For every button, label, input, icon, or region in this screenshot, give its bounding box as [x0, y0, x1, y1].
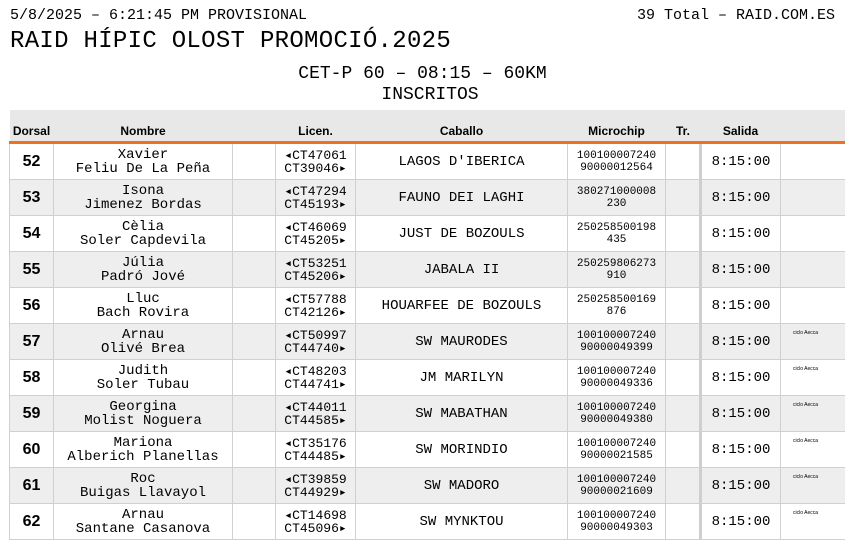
empty-cell [233, 360, 276, 396]
microchip-line-2: 910 [568, 270, 665, 282]
dorsal-cell: 56 [10, 288, 54, 324]
note-cell: ciclo Aecca [781, 324, 845, 360]
col-header-caballo: Caballo [356, 110, 568, 143]
col-header-tr: Tr. [666, 110, 701, 143]
rider-last-name: Santane Casanova [54, 522, 232, 536]
rider-first-name: Arnau [54, 328, 232, 342]
dorsal-cell: 60 [10, 432, 54, 468]
horse-cell: FAUNO DEI LAGHI [356, 180, 568, 216]
rider-last-name: Soler Tubau [54, 378, 232, 392]
rider-license: ◂CT35176 [276, 437, 355, 450]
empty-cell [233, 468, 276, 504]
rider-first-name: Xavier [54, 148, 232, 162]
horse-license: CT39046▸ [276, 162, 355, 175]
horse-cell: JUST DE BOZOULS [356, 216, 568, 252]
horse-cell: JABALA II [356, 252, 568, 288]
microchip-line-2: 90000012564 [568, 162, 665, 174]
microchip-line-1: 100100007240 [568, 150, 665, 162]
microchip-line-1: 100100007240 [568, 474, 665, 486]
rider-last-name: Feliu De La Peña [54, 162, 232, 176]
rider-first-name: Cèlia [54, 220, 232, 234]
empty-cell [233, 432, 276, 468]
table-row [10, 468, 845, 504]
horse-license: CT44929▸ [276, 486, 355, 499]
table-row [10, 180, 845, 216]
dorsal-cell: 62 [10, 504, 54, 540]
microchip-line-2: 435 [568, 234, 665, 246]
table-row [10, 360, 845, 396]
license-cell [276, 216, 356, 252]
entries-table-wrapper [9, 110, 845, 540]
tr-cell [666, 360, 701, 396]
microchip-line-2: 90000049336 [568, 378, 665, 390]
table-row [10, 143, 845, 180]
rider-license: ◂CT48203 [276, 365, 355, 378]
microchip-line-2: 90000049399 [568, 342, 665, 354]
license-cell [276, 432, 356, 468]
start-time-cell: 8:15:00 [701, 504, 781, 540]
rider-name-cell [54, 360, 233, 396]
microchip-line-2: 90000049303 [568, 522, 665, 534]
rider-last-name: Padró Jové [54, 270, 232, 284]
start-time-cell: 8:15:00 [701, 432, 781, 468]
microchip-line-1: 250258500169 [568, 294, 665, 306]
rider-license: ◂CT57788 [276, 293, 355, 306]
section-title: INSCRITOS [0, 85, 845, 105]
rider-license: ◂CT39859 [276, 473, 355, 486]
category-subtitle: CET-P 60 – 08:15 – 60KM [0, 64, 845, 84]
start-time-cell: 8:15:00 [701, 360, 781, 396]
horse-license: CT44741▸ [276, 378, 355, 391]
col-header-licen: Licen. [276, 110, 356, 143]
license-cell [276, 252, 356, 288]
tr-cell [666, 324, 701, 360]
rider-name-cell [54, 396, 233, 432]
dorsal-cell: 53 [10, 180, 54, 216]
note-cell: ciclo Aecca [781, 432, 845, 468]
microchip-line-2: 90000049380 [568, 414, 665, 426]
microchip-cell [568, 396, 666, 432]
empty-cell [233, 216, 276, 252]
microchip-line-2: 90000021609 [568, 486, 665, 498]
rider-last-name: Molist Noguera [54, 414, 232, 428]
col-header-blank [233, 110, 276, 143]
horse-license: CT45205▸ [276, 234, 355, 247]
microchip-cell [568, 432, 666, 468]
col-header-microchip: Microchip [568, 110, 666, 143]
start-time-cell: 8:15:00 [701, 396, 781, 432]
table-row [10, 396, 845, 432]
table-header-row [10, 110, 845, 143]
rider-license: ◂CT47061 [276, 149, 355, 162]
note-cell [781, 143, 845, 180]
tr-cell [666, 180, 701, 216]
dorsal-cell: 59 [10, 396, 54, 432]
table-body [10, 143, 845, 540]
empty-cell [233, 143, 276, 180]
note-cell [781, 180, 845, 216]
table-row [10, 216, 845, 252]
col-header-notes [781, 110, 845, 143]
rider-name-cell [54, 252, 233, 288]
note-cell: ciclo Aecca [781, 360, 845, 396]
microchip-line-1: 100100007240 [568, 438, 665, 450]
note-cell: ciclo Aecca [781, 504, 845, 540]
table-row [10, 288, 845, 324]
start-time-cell: 8:15:00 [701, 288, 781, 324]
rider-license: ◂CT53251 [276, 257, 355, 270]
horse-cell: LAGOS D'IBERICA [356, 143, 568, 180]
horse-cell: SW MABATHAN [356, 396, 568, 432]
license-cell [276, 396, 356, 432]
microchip-cell [568, 180, 666, 216]
table-row [10, 252, 845, 288]
dorsal-cell: 55 [10, 252, 54, 288]
empty-cell [233, 288, 276, 324]
total-count: 39 Total – RAID.COM.ES [637, 7, 835, 24]
tr-cell [666, 216, 701, 252]
note-cell: ciclo Aecca [781, 396, 845, 432]
tr-cell [666, 396, 701, 432]
dorsal-cell: 57 [10, 324, 54, 360]
horse-cell: SW MORINDIO [356, 432, 568, 468]
rider-last-name: Buigas Llavayol [54, 486, 232, 500]
dorsal-cell: 54 [10, 216, 54, 252]
license-cell [276, 288, 356, 324]
empty-cell [233, 252, 276, 288]
horse-cell: SW MYNKTOU [356, 504, 568, 540]
rider-last-name: Alberich Planellas [54, 450, 232, 464]
tr-cell [666, 504, 701, 540]
microchip-line-1: 250259806273 [568, 258, 665, 270]
empty-cell [233, 504, 276, 540]
rider-first-name: Judith [54, 364, 232, 378]
event-title: RAID HÍPIC OLOST PROMOCIÓ.2025 [10, 28, 451, 55]
microchip-cell [568, 468, 666, 504]
rider-name-cell [54, 504, 233, 540]
rider-license: ◂CT46069 [276, 221, 355, 234]
start-time-cell: 8:15:00 [701, 180, 781, 216]
table-row [10, 432, 845, 468]
microchip-line-1: 100100007240 [568, 366, 665, 378]
tr-cell [666, 288, 701, 324]
note-cell [781, 252, 845, 288]
rider-first-name: Lluc [54, 292, 232, 306]
entries-table [9, 110, 845, 540]
tr-cell [666, 252, 701, 288]
microchip-line-1: 100100007240 [568, 402, 665, 414]
rider-last-name: Jimenez Bordas [54, 198, 232, 212]
horse-license: CT45096▸ [276, 522, 355, 535]
start-time-cell: 8:15:00 [701, 324, 781, 360]
rider-last-name: Soler Capdevila [54, 234, 232, 248]
table-row [10, 504, 845, 540]
start-time-cell: 8:15:00 [701, 468, 781, 504]
horse-cell: JM MARILYN [356, 360, 568, 396]
rider-first-name: Júlia [54, 256, 232, 270]
start-time-cell: 8:15:00 [701, 216, 781, 252]
rider-first-name: Roc [54, 472, 232, 486]
table-row [10, 324, 845, 360]
rider-license: ◂CT44011 [276, 401, 355, 414]
rider-license: ◂CT50997 [276, 329, 355, 342]
rider-name-cell [54, 468, 233, 504]
rider-first-name: Georgina [54, 400, 232, 414]
microchip-line-1: 250258500198 [568, 222, 665, 234]
microchip-line-1: 100100007240 [568, 330, 665, 342]
rider-first-name: Arnau [54, 508, 232, 522]
microchip-cell [568, 143, 666, 180]
col-header-nombre: Nombre [54, 110, 233, 143]
rider-name-cell [54, 432, 233, 468]
note-cell: ciclo Aecca [781, 468, 845, 504]
horse-cell: SW MAURODES [356, 324, 568, 360]
horse-license: CT45193▸ [276, 198, 355, 211]
tr-cell [666, 143, 701, 180]
microchip-cell [568, 360, 666, 396]
rider-name-cell [54, 143, 233, 180]
report-timestamp: 5/8/2025 – 6:21:45 PM PROVISIONAL [10, 7, 307, 24]
dorsal-cell: 61 [10, 468, 54, 504]
license-cell [276, 180, 356, 216]
empty-cell [233, 180, 276, 216]
license-cell [276, 324, 356, 360]
rider-last-name: Bach Rovira [54, 306, 232, 320]
license-cell [276, 360, 356, 396]
rider-name-cell [54, 180, 233, 216]
rider-name-cell [54, 324, 233, 360]
rider-first-name: Isona [54, 184, 232, 198]
horse-license: CT45206▸ [276, 270, 355, 283]
rider-name-cell [54, 216, 233, 252]
start-time-cell: 8:15:00 [701, 143, 781, 180]
rider-first-name: Mariona [54, 436, 232, 450]
rider-last-name: Olivé Brea [54, 342, 232, 356]
rider-name-cell [54, 288, 233, 324]
microchip-cell [568, 324, 666, 360]
microchip-cell [568, 504, 666, 540]
horse-license: CT42126▸ [276, 306, 355, 319]
horse-cell: HOUARFEE DE BOZOULS [356, 288, 568, 324]
dorsal-cell: 52 [10, 143, 54, 180]
microchip-cell [568, 252, 666, 288]
microchip-line-2: 230 [568, 198, 665, 210]
rider-license: ◂CT47294 [276, 185, 355, 198]
start-time-cell: 8:15:00 [701, 252, 781, 288]
horse-license: CT44485▸ [276, 450, 355, 463]
microchip-line-1: 380271000008 [568, 186, 665, 198]
note-cell [781, 216, 845, 252]
horse-license: CT44740▸ [276, 342, 355, 355]
horse-cell: SW MADORO [356, 468, 568, 504]
microchip-line-2: 876 [568, 306, 665, 318]
microchip-cell [568, 216, 666, 252]
tr-cell [666, 432, 701, 468]
col-header-dorsal: Dorsal [10, 110, 54, 143]
license-cell [276, 143, 356, 180]
horse-license: CT44585▸ [276, 414, 355, 427]
license-cell [276, 468, 356, 504]
empty-cell [233, 324, 276, 360]
note-cell [781, 288, 845, 324]
license-cell [276, 504, 356, 540]
empty-cell [233, 396, 276, 432]
col-header-salida: Salida [701, 110, 781, 143]
rider-license: ◂CT14698 [276, 509, 355, 522]
tr-cell [666, 468, 701, 504]
microchip-cell [568, 288, 666, 324]
dorsal-cell: 58 [10, 360, 54, 396]
microchip-line-2: 90000021585 [568, 450, 665, 462]
microchip-line-1: 100100007240 [568, 510, 665, 522]
